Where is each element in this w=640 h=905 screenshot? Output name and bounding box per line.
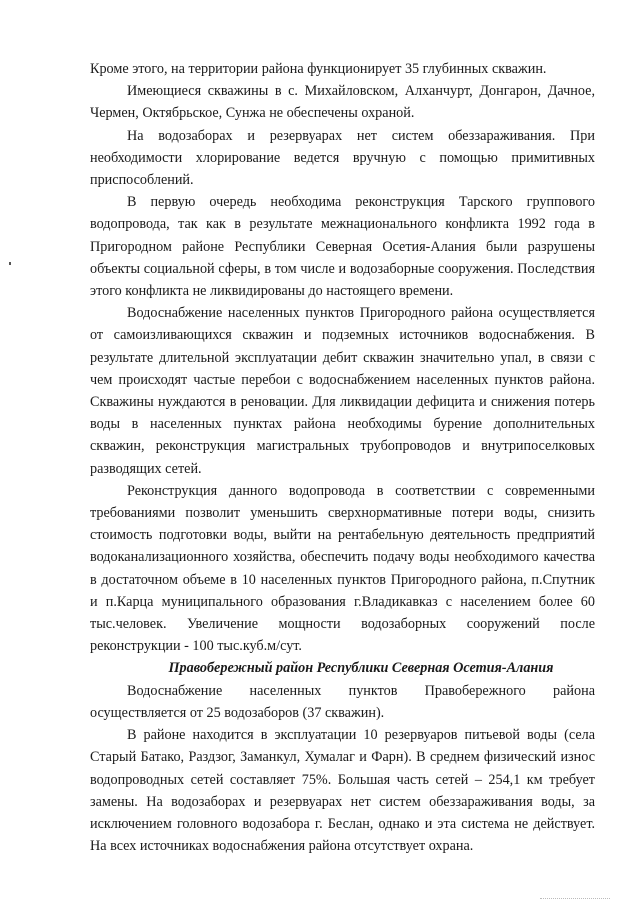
- paragraph-1: Кроме этого, на территории района функционирует 35 глубинных скважин.: [90, 61, 547, 77]
- paragraph-3: На водозаборах и резервуарах нет систем обеззараживания. При необходимости хлорирование ведется вручную с помощью примитивных приспособлений.: [90, 127, 595, 189]
- paragraph-8: В районе находится в эксплуатации 10 резервуаров питьевой воды (села Старый Батако, Раздзог, Заманкул, Хумалаг и Фарн). В среднем физический износ водопроводных сетей составляет 75%. Большая часть сетей – 254,1 км требует замены. На водозаборах и резервуарах нет систем обеззараживания воды, за исключением головного водозабора г. Беслан, однако и эта система не действует. На всех источниках водоснабжения района отсутствует охрана.: [90, 727, 595, 855]
- scan-edge-mark: [9, 262, 11, 265]
- paragraph-6: Реконструкция данного водопровода в соответствии с современными требованиями позволит уменьшить сверхнормативные потери воды, снизить стоимость подготовки воды, выйти на рентабельную деятельность предприятий водоканализационного хозяйства, обеспечить подачу воды необходимого качества в достаточном объеме в 10 населенных пунктов Пригородного района, п.Спутник и п.Карца муниципального образования г.Владикавказ с населением более 60 тыс.человек. Увеличение мощности водозаборных сооружений после реконструкции - 100 тыс.куб.м/сут.: [90, 482, 595, 655]
- paragraph-4: В первую очередь необходима реконструкция Тарского группового водопровода, так как в результате межнационального конфликта 1992 года в Пригородном районе Республики Северная Осетия-Алания были разрушены объекты социальной сферы, в том числе и водозаборные сооружения. Последствия этого конфликта не ликвидированы до настоящего времени.: [90, 194, 595, 300]
- footer-rule: [540, 898, 610, 900]
- paragraph-7: Водоснабжение населенных пунктов Правобережного района осуществляется от 25 водозаборов (37 скважин).: [90, 682, 595, 721]
- document-page: [90, 58, 595, 857]
- paragraph-5: Водоснабжение населенных пунктов Пригородного района осуществляется от самоизливающихся скважин и подземных источников водоснабжения. В результате длительной эксплуатации дебит скважин значительно упал, в связи с чем происходят частые перебои с водоснабжением населенных пунктов района. Скважины нуждаются в реновации. Для ликвидации дефицита и снижения потерь воды в населенных пунктах района необходимы бурение дополнительных скважин, реконструкция магистральных трубопроводов и внутрипоселковых разводящих сетей.: [90, 305, 595, 477]
- paragraph-2: Имеющиеся скважины в с. Михайловском, Алханчурт, Донгарон, Дачное, Чермен, Октябрьское, Сунжа не обеспечены охраной.: [90, 83, 595, 122]
- section-heading: Правобережный район Республики Северная Осетия-Алания: [168, 660, 554, 677]
